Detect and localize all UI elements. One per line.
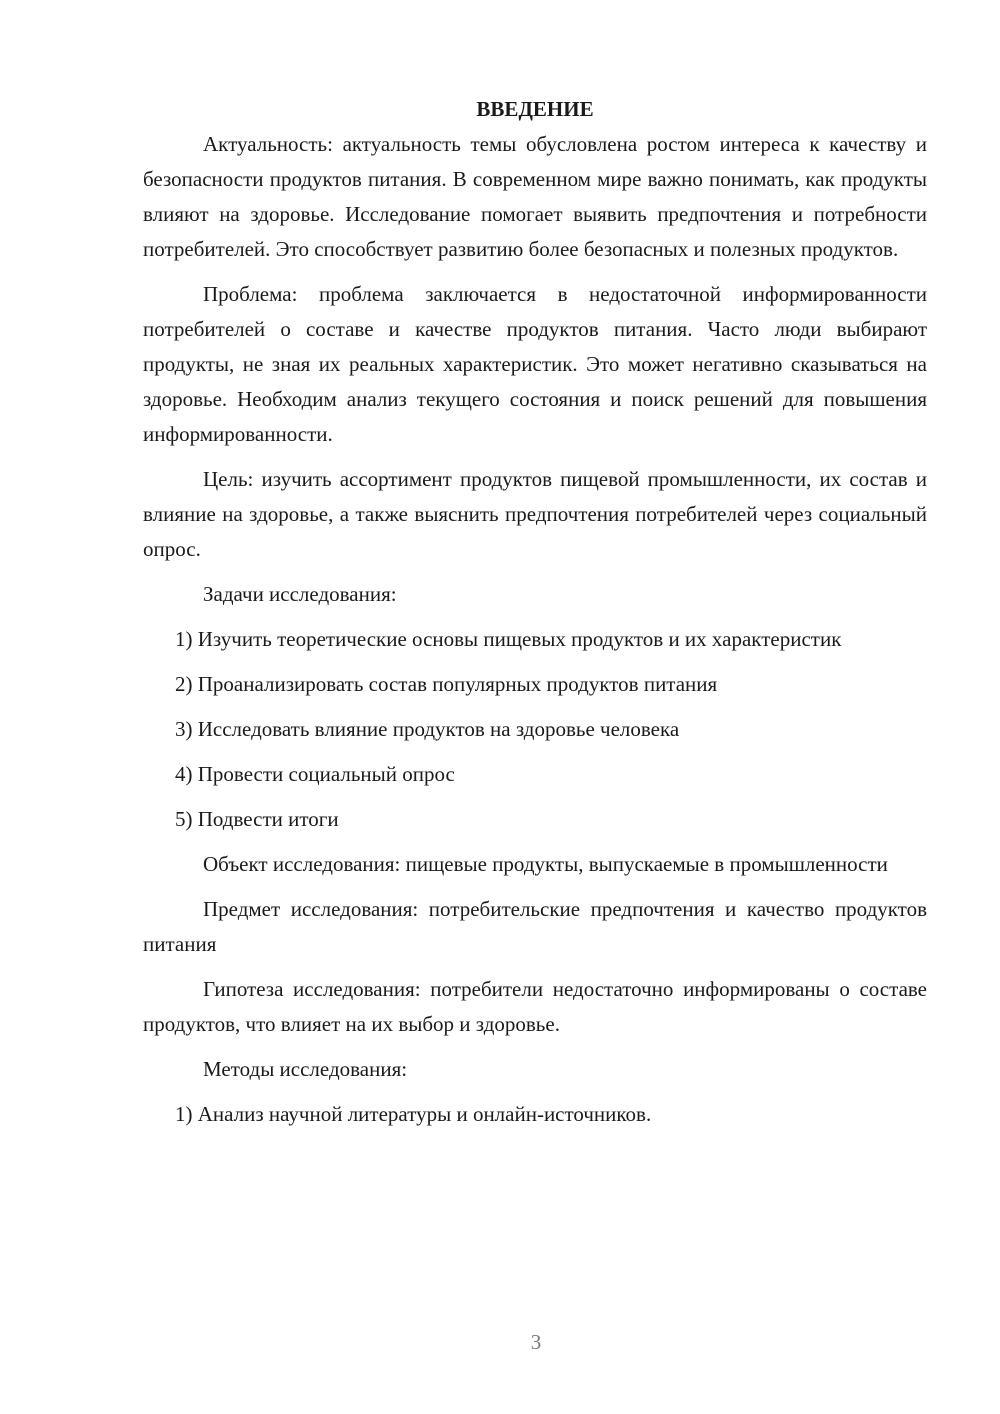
section-title: ВВЕДЕНИЕ <box>476 97 594 121</box>
list-item: 4) Провести социальный опрос <box>175 762 455 786</box>
list-item: 1) Изучить теоретические основы пищевых продуктов и их характеристик <box>175 627 842 651</box>
paragraph-hypothesis: Гипотеза исследования: потребители недостаточно информированы о составе продуктов, что влияет на их выбор и здоровье. <box>143 977 927 1036</box>
paragraph-goal: Цель: изучить ассортимент продуктов пищевой промышленности, их состав и влияние на здоровье, а также выяснить предпочтения потребителей через социальный опрос. <box>143 467 927 561</box>
tasks-list <box>143 622 927 837</box>
list-item: 3) Исследовать влияние продуктов на здоровье человека <box>175 717 680 741</box>
list-item: 1) Анализ научной литературы и онлайн-источников. <box>175 1102 652 1126</box>
paragraph-object: Объект исследования: пищевые продукты, выпускаемые в промышленности <box>203 852 888 876</box>
paragraph-subject: Предмет исследования: потребительские предпочтения и качество продуктов питания <box>143 897 927 956</box>
document-page <box>143 92 927 1132</box>
list-item: 5) Подвести итоги <box>175 807 339 831</box>
methods-heading: Методы исследования: <box>203 1057 408 1081</box>
tasks-heading: Задачи исследования: <box>203 582 397 606</box>
page-number: 3 <box>530 1330 542 1354</box>
list-item: 2) Проанализировать состав популярных продуктов питания <box>175 672 718 696</box>
methods-list <box>143 1097 927 1132</box>
paragraph-problem: Проблема: проблема заключается в недостаточной информированности потребителей о составе и качестве продуктов питания. Часто люди выбирают продукты, не зная их реальных характеристик. Это может негативно сказываться на здоровье. Необходим анализ текущего состояния и поиск решений для повышения информированности. <box>143 282 927 446</box>
paragraph-relevance: Актуальность: актуальность темы обусловлена ростом интереса к качеству и безопасности продуктов питания. В современном мире важно понимать, как продукты влияют на здоровье. Исследование помогает выявить предпочтения и потребности потребителей. Это способствует развитию более безопасных и полезных продуктов. <box>143 132 927 261</box>
